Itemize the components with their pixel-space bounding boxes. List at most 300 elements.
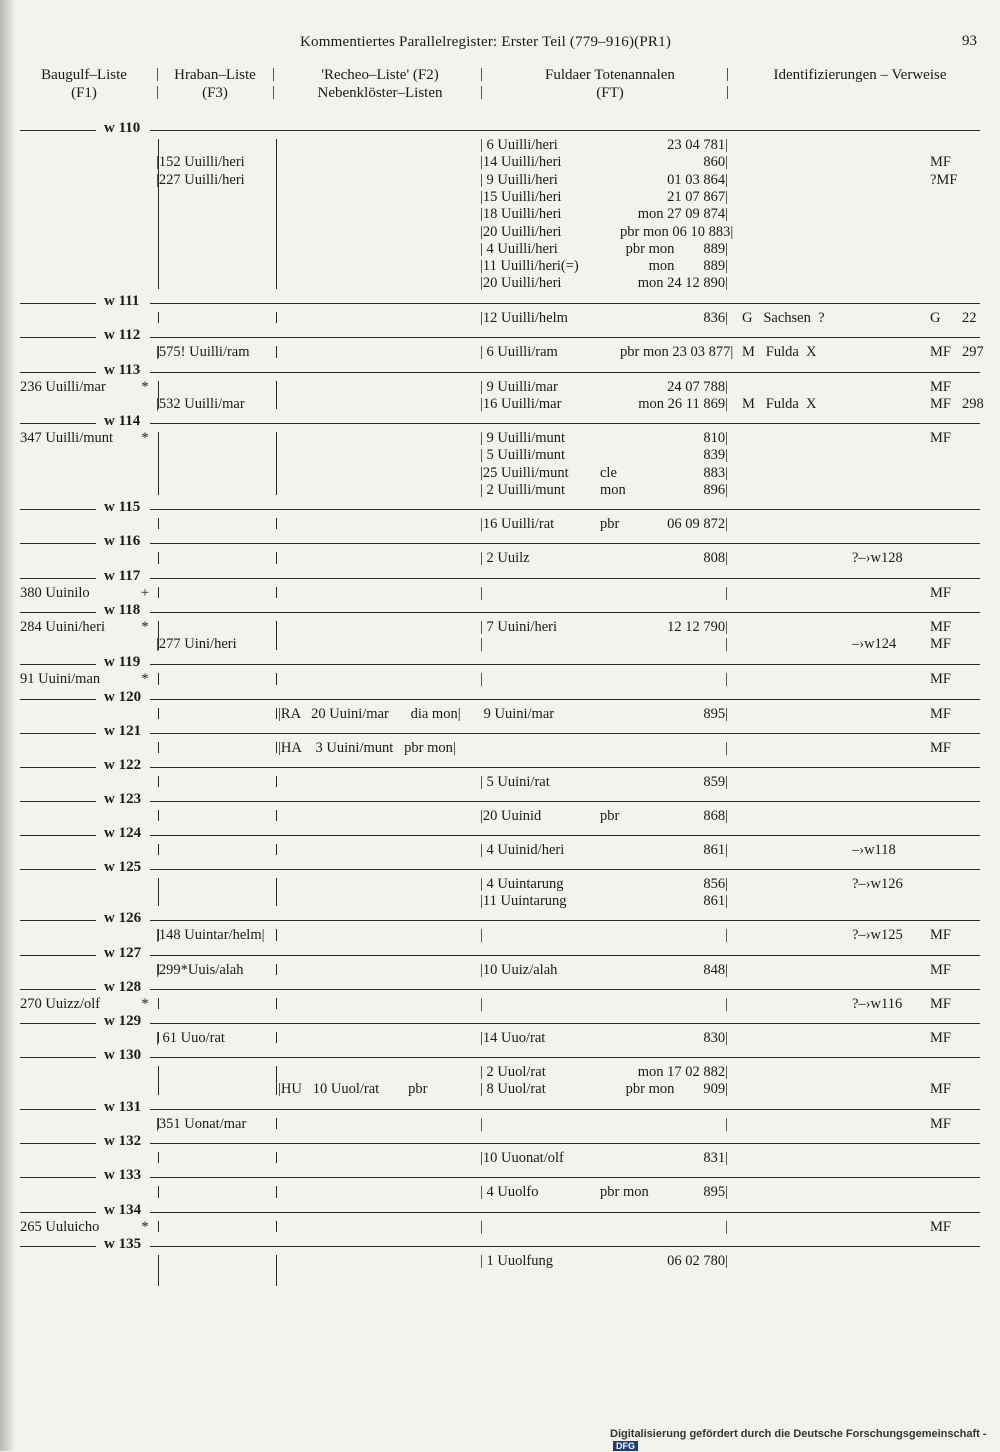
- annal-date: mon 889|: [648, 258, 728, 275]
- annal-entry: | 4 Uuintarung: [480, 876, 564, 892]
- baugulf-marker: *: [141, 430, 149, 446]
- footer-text: Digitalisierung gefördert durch die Deutsche Forschungsgemeinschaft -: [610, 1428, 987, 1440]
- mf-marker: MF: [930, 1116, 951, 1132]
- annal-date: 836|: [703, 310, 728, 326]
- separator-rule-left: [20, 612, 96, 613]
- mf-marker: MF: [930, 740, 951, 756]
- annal-entry: 9 Uuini/mar: [480, 706, 555, 722]
- register-row: [0, 258, 990, 275]
- separator-rule-right: [150, 1143, 980, 1144]
- separator-rule-right: [150, 1023, 980, 1024]
- column-header-line1: Baugulf–Liste: [41, 67, 127, 83]
- annal-entry: | 2 Uuilz: [480, 550, 530, 566]
- annal-date: 856|: [703, 876, 728, 892]
- baugulf-entry: 284 Uuini/heri: [20, 619, 105, 635]
- entry-code: w 123: [104, 791, 142, 807]
- separator-rule-left: [20, 1143, 96, 1144]
- separator-rule-right: [150, 303, 980, 304]
- register-row: [0, 1064, 990, 1081]
- separator-rule-left: [20, 955, 96, 956]
- column-header-line1: Hraban–Liste: [174, 67, 256, 83]
- cross-reference: –›w118: [852, 842, 896, 858]
- header-divider: |: [480, 84, 484, 100]
- entry-separator: [0, 825, 980, 843]
- annal-entry: | 2 Uuilli/munt: [480, 481, 566, 498]
- separator-rule-right: [150, 1212, 980, 1213]
- annal-note: pbr: [600, 808, 620, 824]
- baugulf-entry: 236 Uuilli/mar: [20, 379, 106, 395]
- cross-reference: ?–›w125: [852, 927, 903, 943]
- annal-entry: | 1 Uuolfung: [480, 1253, 553, 1269]
- entry-code: w 115: [104, 499, 141, 515]
- annal-date: |: [725, 1219, 728, 1235]
- annal-entry: | 4 Uuinid/heri: [480, 842, 565, 858]
- annal-date: |: [725, 636, 728, 653]
- separator-rule-right: [150, 699, 980, 700]
- annal-date: |: [725, 996, 728, 1012]
- annal-entry: |12 Uuilli/helm: [480, 310, 568, 326]
- annal-date: 01 03 864|: [667, 171, 728, 188]
- annal-date: mon 26 11 869|: [638, 396, 728, 413]
- entry-separator: [0, 120, 980, 138]
- separator-rule-left: [20, 337, 96, 338]
- register-row: [0, 1030, 990, 1047]
- entry-code: w 122: [104, 757, 142, 773]
- header-divider: |: [726, 84, 730, 100]
- annal-date: 23 04 781|: [667, 137, 728, 153]
- separator-rule-left: [20, 1057, 96, 1058]
- annal-date: 868|: [703, 808, 728, 824]
- column-header-line1: Fuldaer Totenannalen: [545, 67, 675, 83]
- separator-rule-left: [20, 130, 96, 131]
- annal-entry: | 8 Uuol/rat: [480, 1081, 546, 1098]
- entry-separator: [0, 689, 980, 707]
- separator-rule-right: [150, 1177, 980, 1178]
- entry-separator: [0, 293, 980, 311]
- annal-date: |: [725, 740, 728, 756]
- annal-date: 883|: [703, 464, 728, 481]
- annal-date: |: [725, 1116, 728, 1132]
- column-header-ft: [490, 66, 730, 102]
- register-row: [0, 275, 990, 292]
- header-divider: |: [156, 66, 160, 82]
- register-row: [0, 379, 990, 396]
- separator-rule-left: [20, 767, 96, 768]
- baugulf-entry: 270 Uuizz/olf: [20, 996, 101, 1012]
- annal-date: 848|: [703, 962, 728, 978]
- page-header-title: Kommentiertes Parallelregister: Erster Teil (779–916)(PR1): [300, 34, 672, 50]
- separator-rule-right: [150, 612, 980, 613]
- annal-date: |: [725, 585, 728, 601]
- separator-rule-right: [150, 989, 980, 990]
- annal-entry: |10 Uuiz/alah: [480, 962, 558, 978]
- baugulf-marker: *: [141, 619, 149, 635]
- identification: M Fulda X: [742, 344, 817, 360]
- header-divider: |: [480, 66, 484, 82]
- mf-marker: MF: [930, 1081, 951, 1098]
- mf-marker: MF: [930, 379, 951, 395]
- annal-date: 895|: [703, 706, 728, 722]
- entry-code: w 124: [104, 825, 142, 841]
- separator-rule-right: [150, 801, 980, 802]
- annal-date: |: [725, 927, 728, 943]
- hraban-entry: |299*Uuis/alah: [156, 962, 244, 978]
- hraban-entry: |277 Uini/heri: [156, 636, 237, 653]
- register-row: [0, 224, 990, 241]
- separator-rule-left: [20, 989, 96, 990]
- separator-rule-left: [20, 1212, 96, 1213]
- annal-entry: |: [480, 636, 483, 653]
- entry-separator: [0, 602, 980, 620]
- annal-date: pbr mon 23 03 877|: [620, 344, 734, 360]
- annal-date: 859|: [703, 774, 728, 790]
- annal-entry: |16 Uuilli/rat: [480, 516, 555, 532]
- separator-rule-right: [150, 835, 980, 836]
- reference-number: 298: [962, 396, 984, 413]
- annal-entry: | 2 Uuol/rat: [480, 1064, 546, 1080]
- separator-rule-left: [20, 1023, 96, 1024]
- separator-rule-left: [20, 423, 96, 424]
- annal-entry: |11 Uuilli/heri(=): [480, 258, 579, 275]
- annal-note: mon: [600, 481, 626, 498]
- annal-entry: |: [480, 585, 483, 601]
- separator-rule-right: [150, 578, 980, 579]
- separator-rule-right: [150, 130, 980, 131]
- entry-separator: [0, 979, 980, 997]
- annal-entry: | 5 Uuilli/munt: [480, 447, 566, 464]
- register-row: [0, 137, 990, 154]
- baugulf-entry: 347 Uuilli/munt: [20, 430, 114, 446]
- register-row: [0, 465, 990, 482]
- mf-marker: MF: [930, 996, 951, 1012]
- entry-separator: [0, 1167, 980, 1185]
- separator-rule-left: [20, 801, 96, 802]
- annal-date: 830|: [703, 1030, 728, 1046]
- page-number: 93: [962, 33, 977, 49]
- entry-separator: [0, 1202, 980, 1220]
- annal-date: pbr mon 889|: [625, 240, 728, 257]
- annal-entry: |20 Uuinid: [480, 808, 542, 824]
- annal-entry: |16 Uuilli/mar: [480, 396, 562, 413]
- annal-date: mon 17 02 882|: [637, 1064, 728, 1080]
- entry-separator: [0, 791, 980, 809]
- entry-separator: [0, 413, 980, 431]
- entry-separator: [0, 327, 980, 345]
- annal-date: pbr mon 909|: [625, 1081, 728, 1098]
- column-header-line1: Identifizierungen – Verweise: [773, 67, 947, 83]
- register-row: [0, 774, 990, 791]
- column-header-line2: Nebenklöster–Listen: [317, 85, 443, 101]
- annal-entry: |14 Uuilli/heri: [480, 154, 562, 171]
- separator-rule-right: [150, 1246, 980, 1247]
- annal-date: 839|: [703, 447, 728, 464]
- entry-code: w 114: [104, 413, 141, 429]
- mf-marker: MF: [930, 1030, 951, 1046]
- register-row: [0, 241, 990, 258]
- annal-entry: |: [480, 996, 483, 1012]
- entry-code: w 118: [104, 602, 141, 618]
- register-row: [0, 962, 990, 979]
- register-row: [0, 636, 990, 653]
- separator-rule-right: [150, 767, 980, 768]
- entry-code: w 131: [104, 1099, 142, 1115]
- mf-marker: MF: [930, 962, 951, 978]
- entry-code: w 113: [104, 362, 141, 378]
- entry-separator: [0, 1047, 980, 1065]
- annal-entry: |20 Uuilli/heri: [480, 223, 562, 240]
- annal-note: pbr mon: [600, 1184, 649, 1200]
- entry-code: w 132: [104, 1133, 142, 1149]
- separator-rule-left: [20, 303, 96, 304]
- cross-reference: ?–›w116: [852, 996, 903, 1012]
- annal-date: |: [725, 671, 728, 687]
- separator-rule-left: [20, 543, 96, 544]
- entry-code: w 110: [104, 120, 141, 136]
- register-row: [0, 876, 990, 893]
- annal-entry: |10 Uuonat/olf: [480, 1150, 564, 1166]
- annal-entry: |14 Uuo/rat: [480, 1030, 546, 1046]
- column-header-line2: (FT): [596, 85, 624, 101]
- entry-separator: [0, 1013, 980, 1031]
- annal-date: 831|: [703, 1150, 728, 1166]
- entry-separator: [0, 757, 980, 775]
- mf-marker: MF: [930, 344, 951, 360]
- separator-rule-right: [150, 733, 980, 734]
- column-header-f3: [160, 66, 270, 102]
- annal-entry: |18 Uuilli/heri: [480, 206, 562, 223]
- header-divider: |: [156, 84, 160, 100]
- recheo-entry: |RA 20 Uuini/mar dia mon|: [278, 706, 461, 722]
- register-row: [0, 189, 990, 206]
- annal-date: 896|: [703, 481, 728, 498]
- register-row: [0, 396, 990, 413]
- annal-entry: |: [480, 927, 483, 943]
- mf-marker: MF: [930, 1219, 951, 1235]
- annal-date: 808|: [703, 550, 728, 566]
- annal-date: 24 07 788|: [667, 379, 728, 395]
- separator-rule-right: [150, 955, 980, 956]
- entry-separator: [0, 1133, 980, 1151]
- mf-marker: MF: [930, 636, 951, 653]
- separator-rule-left: [20, 1109, 96, 1110]
- register-row: [0, 1150, 990, 1167]
- separator-rule-right: [150, 372, 980, 373]
- cross-reference: ?–›w126: [852, 876, 903, 892]
- register-row: [0, 172, 990, 189]
- register-row: [0, 206, 990, 223]
- annal-date: mon 24 12 890|: [637, 275, 728, 292]
- entry-code: w 111: [104, 293, 140, 309]
- entry-code: w 130: [104, 1047, 142, 1063]
- annal-date: 861|: [703, 842, 728, 858]
- hraban-entry: |148 Uuintar/helm|: [156, 927, 265, 943]
- annal-entry: | 5 Uuini/rat: [480, 774, 550, 790]
- separator-rule-right: [150, 1109, 980, 1110]
- recheo-entry: |HU 10 Uuol/rat pbr: [278, 1081, 428, 1098]
- baugulf-marker: *: [141, 1219, 149, 1235]
- annal-date: mon 27 09 874|: [637, 206, 728, 223]
- register-row: [0, 842, 990, 859]
- entry-code: w 127: [104, 945, 142, 961]
- hraban-entry: |227 Uuilli/heri: [156, 171, 245, 188]
- entry-code: w 135: [104, 1236, 142, 1252]
- separator-rule-left: [20, 835, 96, 836]
- register-row: [0, 1081, 990, 1098]
- baugulf-entry: 380 Uuinilo: [20, 585, 90, 601]
- annal-note: pbr: [600, 516, 620, 532]
- separator-rule-left: [20, 1177, 96, 1178]
- annal-date: 06 02 780|: [667, 1253, 728, 1269]
- separator-rule-right: [150, 423, 980, 424]
- header-divider: |: [726, 66, 730, 82]
- column-header-line2: (F3): [202, 85, 228, 101]
- entry-code: w 129: [104, 1013, 142, 1029]
- annal-date: 810|: [703, 430, 728, 446]
- register-row: [0, 516, 990, 533]
- entry-separator: [0, 723, 980, 741]
- mf-marker: G: [930, 310, 941, 326]
- register-row: [0, 927, 990, 944]
- annal-entry: | 9 Uuilli/heri: [480, 171, 558, 188]
- entry-code: w 117: [104, 568, 141, 584]
- annal-entry: |11 Uuintarung: [480, 893, 567, 910]
- annal-entry: |: [480, 1219, 483, 1235]
- register-row: [0, 706, 990, 723]
- register-row: [0, 1219, 990, 1236]
- annal-note: cle: [600, 464, 617, 481]
- separator-rule-left: [20, 699, 96, 700]
- annal-entry: | 9 Uuilli/mar: [480, 379, 558, 395]
- column-header-f2: [290, 66, 470, 102]
- annal-date: 12 12 790|: [667, 619, 728, 635]
- entry-code: w 134: [104, 1202, 142, 1218]
- baugulf-entry: 91 Uuini/man: [20, 671, 101, 687]
- annal-entry: |20 Uuilli/heri: [480, 275, 562, 292]
- mf-marker: MF: [930, 706, 951, 722]
- entry-separator: [0, 1099, 980, 1117]
- mf-marker: MF: [930, 154, 951, 171]
- separator-rule-right: [150, 664, 980, 665]
- mf-marker: MF: [930, 927, 951, 943]
- reference-number: 22: [962, 310, 977, 326]
- cross-reference: –›w124: [852, 636, 897, 653]
- annal-entry: | 4 Uuolfo: [480, 1184, 539, 1200]
- register-row: [0, 671, 990, 688]
- register-row: [0, 619, 990, 636]
- annal-date: pbr mon 06 10 883|: [620, 223, 734, 240]
- separator-rule-left: [20, 664, 96, 665]
- mf-marker: MF: [930, 430, 951, 446]
- annal-entry: |25 Uuilli/munt: [480, 464, 569, 481]
- register-row: [0, 447, 990, 464]
- annal-entry: | 9 Uuilli/munt: [480, 430, 566, 446]
- entry-code: w 120: [104, 689, 142, 705]
- register-row: [0, 344, 990, 361]
- separator-rule-left: [20, 509, 96, 510]
- entry-separator: [0, 945, 980, 963]
- entry-code: w 112: [104, 327, 141, 343]
- entry-separator: [0, 1236, 980, 1254]
- entry-separator: [0, 499, 980, 517]
- annal-entry: | 7 Uuini/heri: [480, 619, 558, 635]
- column-header-identifications: [740, 66, 980, 84]
- register-row: [0, 430, 990, 447]
- register-row: [0, 482, 990, 499]
- annal-entry: |: [480, 671, 483, 687]
- register-row: [0, 1116, 990, 1133]
- entry-separator: [0, 362, 980, 380]
- entry-separator: [0, 910, 980, 928]
- column-header-line2: (F1): [71, 85, 97, 101]
- annal-date: 861|: [703, 893, 728, 910]
- annal-date: 21 07 867|: [667, 188, 728, 205]
- column-header-f1: [18, 66, 150, 102]
- separator-rule-left: [20, 578, 96, 579]
- mf-marker: MF: [930, 619, 951, 635]
- reference-number: 297: [962, 344, 984, 360]
- annal-date: 860|: [703, 154, 728, 171]
- identification: M Fulda X: [742, 396, 817, 413]
- separator-rule-right: [150, 337, 980, 338]
- baugulf-marker: *: [141, 671, 149, 687]
- separator-rule-right: [150, 869, 980, 870]
- register-row: [0, 893, 990, 910]
- separator-rule-left: [20, 1246, 96, 1247]
- entry-code: w 119: [104, 654, 141, 670]
- separator-rule-right: [150, 509, 980, 510]
- column-header-line1: 'Recheo–Liste' (F2): [321, 67, 439, 83]
- annal-date: 06 09 872|: [667, 516, 728, 532]
- register-row: [0, 808, 990, 825]
- entry-separator: [0, 533, 980, 551]
- register-row: [0, 310, 990, 327]
- separator-rule-right: [150, 1057, 980, 1058]
- entry-separator: [0, 859, 980, 877]
- hraban-entry: |575! Uuilli/ram: [156, 344, 250, 360]
- baugulf-marker: *: [141, 379, 149, 395]
- annal-entry: |: [480, 1116, 483, 1132]
- dfg-logo: DFG: [613, 1441, 638, 1451]
- hraban-entry: | 61 Uuo/rat: [156, 1030, 225, 1046]
- baugulf-entry: 265 Uuluicho: [20, 1219, 100, 1235]
- mf-marker: ?MF: [930, 171, 958, 188]
- annal-entry: | 4 Uuilli/heri: [480, 240, 558, 257]
- entry-code: w 128: [104, 979, 142, 995]
- mf-marker: MF: [930, 671, 951, 687]
- register-row: [0, 740, 990, 757]
- identification: G Sachsen ?: [742, 310, 825, 326]
- entry-code: w 133: [104, 1167, 142, 1183]
- register-row: [0, 585, 990, 602]
- hraban-entry: |532 Uuilli/mar: [156, 396, 245, 413]
- entry-code: w 126: [104, 910, 142, 926]
- entry-code: w 121: [104, 723, 142, 739]
- register-row: [0, 1253, 990, 1270]
- cross-reference: ?–›w128: [852, 550, 903, 566]
- annal-entry: | 6 Uuilli/ram: [480, 344, 558, 360]
- separator-rule-left: [20, 372, 96, 373]
- register-row: [0, 1184, 990, 1201]
- hraban-entry: |351 Uonat/mar: [156, 1116, 247, 1132]
- header-divider: |: [272, 84, 276, 100]
- mf-marker: MF: [930, 396, 951, 413]
- header-divider: |: [272, 66, 276, 82]
- entry-separator: [0, 568, 980, 586]
- annal-entry: |15 Uuilli/heri: [480, 188, 562, 205]
- annal-entry: | 6 Uuilli/heri: [480, 137, 558, 153]
- register-row: [0, 154, 990, 171]
- mf-marker: MF: [930, 585, 951, 601]
